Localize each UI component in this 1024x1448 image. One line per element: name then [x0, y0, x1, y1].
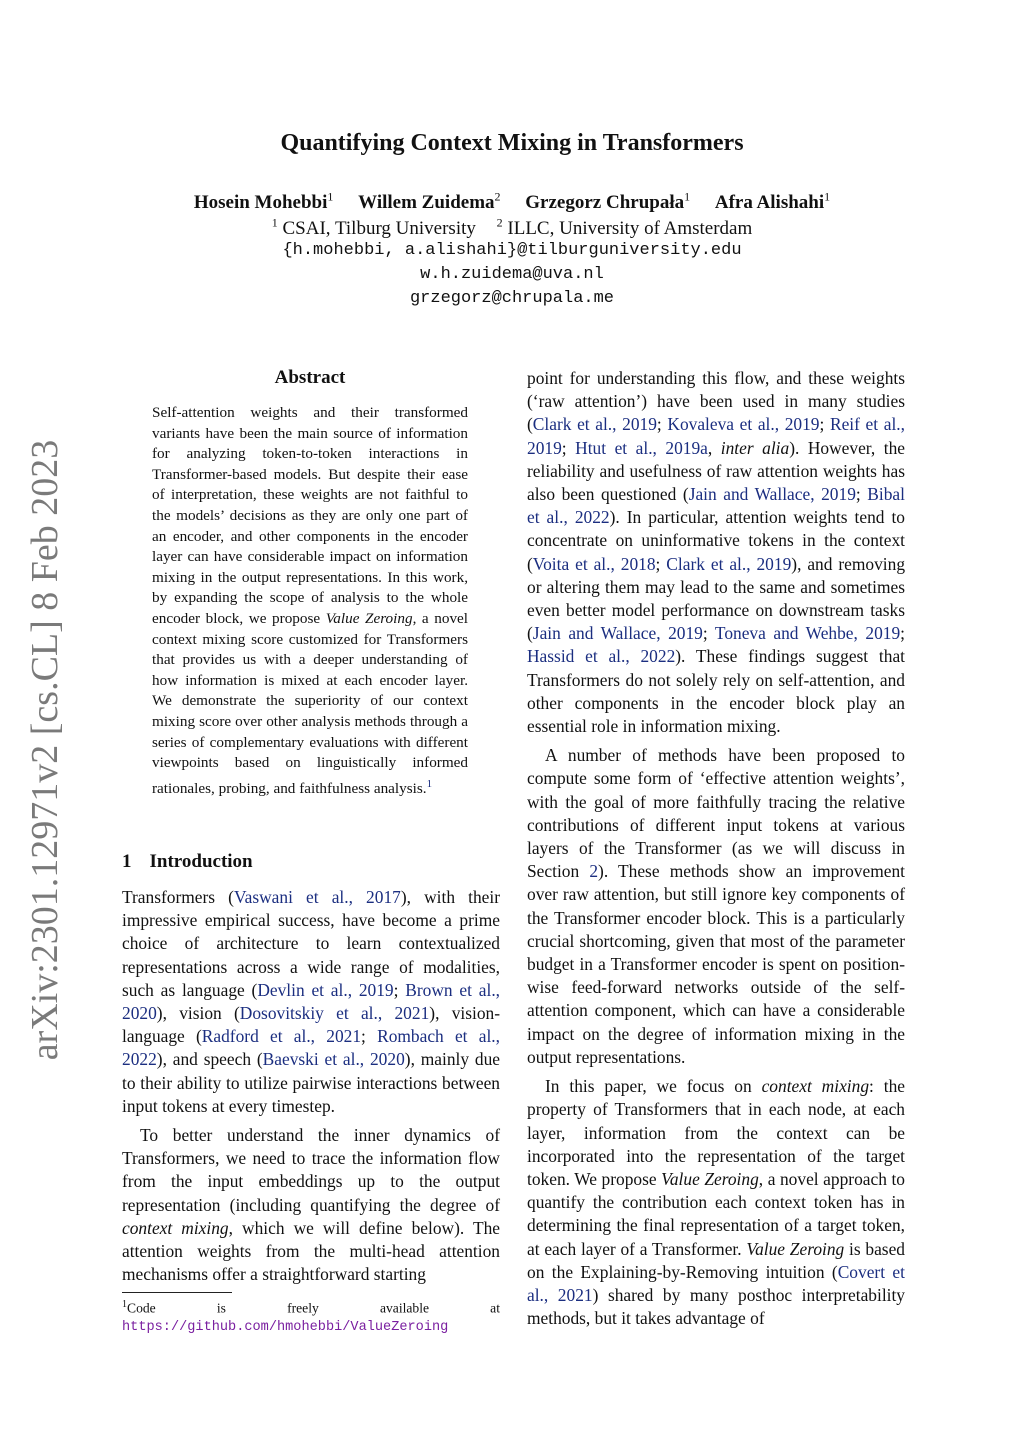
- citation-link[interactable]: Htut et al., 2019a: [575, 437, 708, 458]
- email-1[interactable]: {h.mohebbi, a.alishahi}@tilburguniversity.edu: [282, 241, 742, 260]
- abstract-heading: Abstract: [274, 367, 346, 388]
- citation-link[interactable]: Jain and Wallace, 2019: [532, 623, 703, 644]
- citation-link[interactable]: Clark et al., 2019: [532, 414, 657, 435]
- paragraph: Transformers (Vaswani et al., 2017), with their impressive empirical success, have become a prime choice of architecture to learn contextualized representations across a wide range of modalities, such as language (Devlin et al., 2019; Brown et al., 2020), vision (Dosovitskiy et al., 2021), vision-language (Radford et al., 2021; Rombach et al., 2022), and speech (Baevski et al., 2020), mainly due to their ability to utilize pairwise interactions between input tokens at every timestep.: [122, 887, 501, 1116]
- citation-link[interactable]: Jain and Wallace, 2019: [688, 484, 856, 505]
- citation-link[interactable]: Toneva and Wehbe, 2019: [714, 623, 901, 644]
- affiliation: $^1$ CSAI, Tilburg University: [271, 216, 476, 240]
- footnote-link[interactable]: 1: [426, 777, 433, 790]
- citation-link[interactable]: Voita et al., 2018: [532, 553, 656, 574]
- citation-link[interactable]: Dosovitskiy et al., 2021: [239, 1003, 430, 1024]
- citation-link[interactable]: Bibal et al., 2022: [527, 484, 905, 528]
- citation-link[interactable]: Rombach et al., 2022: [122, 1026, 500, 1070]
- right-column: [527, 367, 905, 1336]
- author: Hosein Mohebbi$^1$: [193, 190, 334, 214]
- paper-title: Quantifying Context Mixing in Transformers: [280, 130, 744, 156]
- left-column: [122, 886, 500, 1292]
- citation-link[interactable]: Baevski et al., 2020: [262, 1049, 405, 1070]
- arxiv-identifier: arXiv:2301.12971v2 [cs.CL] 8 Feb 2023: [24, 439, 66, 1061]
- footnote-rule: [122, 1292, 232, 1293]
- paragraph: To better understand the inner dynamics of Transformers, we need to trace the information flow from the input embeddings up to the output representation (including quantifying the degree of context mixing, which we will define below). The attention weights from the multi-head attention mechanisms offer a straightforward starting: [122, 1125, 500, 1285]
- section-heading-introduction: 1 Introduction: [122, 851, 253, 872]
- citation-link[interactable]: Reif et al., 2019: [527, 414, 905, 458]
- abstract-body: Self-attention weights and their transformed variants have been the main source of information for analyzing token-to-token interactions in Transformer-based models. But despite their ease of interpretation, these weights are not faithful to the models’ decisions as they are only one part of an encoder, and other components in the encoder layer can have considerable impact on information mixing in the output representations. In this work, by expanding the scope of analysis to the whole encoder block, we propose Value Zeroing, a novel context mixing score customized for Transformers that provides us with a deeper understanding of how information is mixed at each encoder layer. We demonstrate the superiority of our context mixing score over other analysis methods through a series of complementary evaluations with different viewpoints based on linguistically informed rationales, probing, and faithfulness analysis.$^1$: [152, 404, 468, 797]
- email-2[interactable]: w.h.zuidema@uva.nl: [420, 265, 604, 284]
- author: Willem Zuidema$^2$: [358, 190, 501, 214]
- author-list: [0, 190, 1024, 214]
- affiliations: [0, 216, 1024, 240]
- citation-link[interactable]: Brown et al., 2020: [122, 979, 501, 1024]
- citation-link[interactable]: Devlin et al., 2019: [257, 979, 394, 1000]
- citation-link[interactable]: Clark et al., 2019: [666, 553, 792, 574]
- paragraph: In this paper, we focus on context mixing: the property of Transformers that in each node, at each layer, information from the context can be incorporated into the representation of the target token. We propose Value Zeroing, a novel approach to quantify the contribution each context token has in determining the final representation of a target token, at each layer of a Transformer. Value Zeroing is based on the Explaining-by-Removing intuition (Covert et al., 2021) shared by many posthoc interpretability methods, but it takes advantage of: [527, 1076, 906, 1329]
- footnote: $^1$Code is freely available at https://github.com/hmohebbi/ValueZeroing: [122, 1299, 500, 1335]
- citation-link[interactable]: Radford et al., 2021: [201, 1026, 362, 1047]
- section-link[interactable]: 2: [589, 861, 599, 882]
- paragraph: point for understanding this flow, and these weights (‘raw attention’) have been used in many studies (Clark et al., 2019; Kovaleva et al., 2019; Reif et al., 2019; Htut et al., 2019a, inter alia). However, the reliability and usefulness of raw attention weights has also been questioned (Jain and Wallace, 2019; Bibal et al., 2022). In particular, attention weights tend to concentrate on uninformative tokens in the context (Voita et al., 2018; Clark et al., 2019), and removing or altering them may lead to the same and sometimes even better model performance on downstream tasks (Jain and Wallace, 2019; Toneva and Wehbe, 2019; Hassid et al., 2022). These findings suggest that Transformers do not solely rely on self-attention, and other components in the encoder block play an essential role in information mixing.: [527, 368, 906, 737]
- author: Grzegorz Chrupała$^1$: [525, 190, 691, 214]
- author: Afra Alishahi$^1$: [714, 190, 831, 214]
- email-3[interactable]: grzegorz@chrupala.me: [409, 289, 615, 308]
- citation-link[interactable]: Hassid et al., 2022: [527, 646, 676, 667]
- affiliation: $^2$ ILLC, University of Amsterdam: [496, 216, 753, 240]
- citation-link[interactable]: Covert et al., 2021: [527, 1261, 905, 1305]
- citation-link[interactable]: Vaswani et al., 2017: [233, 887, 401, 907]
- paragraph: A number of methods have been proposed to compute some form of ‘effective attention weights’, with the goal of more faithfully tracing the relative contributions of different input tokens at various layers of the Transformer (as we will discuss in Section 2). These methods show an improvement over raw attention, but still ignore key components of the Transformer encoder block. This is a particularly crucial shortcoming, given that most of the parameter budget in a Transformer encoder is spent on position-wise feed-forward networks outside of the self-attention component, which can have a considerable impact on the degree of information mixing in the output representations.: [527, 745, 905, 1067]
- citation-link[interactable]: Kovaleva et al., 2019: [667, 414, 820, 435]
- code-url-link[interactable]: https://github.com/hmohebbi/ValueZeroing: [122, 1319, 449, 1335]
